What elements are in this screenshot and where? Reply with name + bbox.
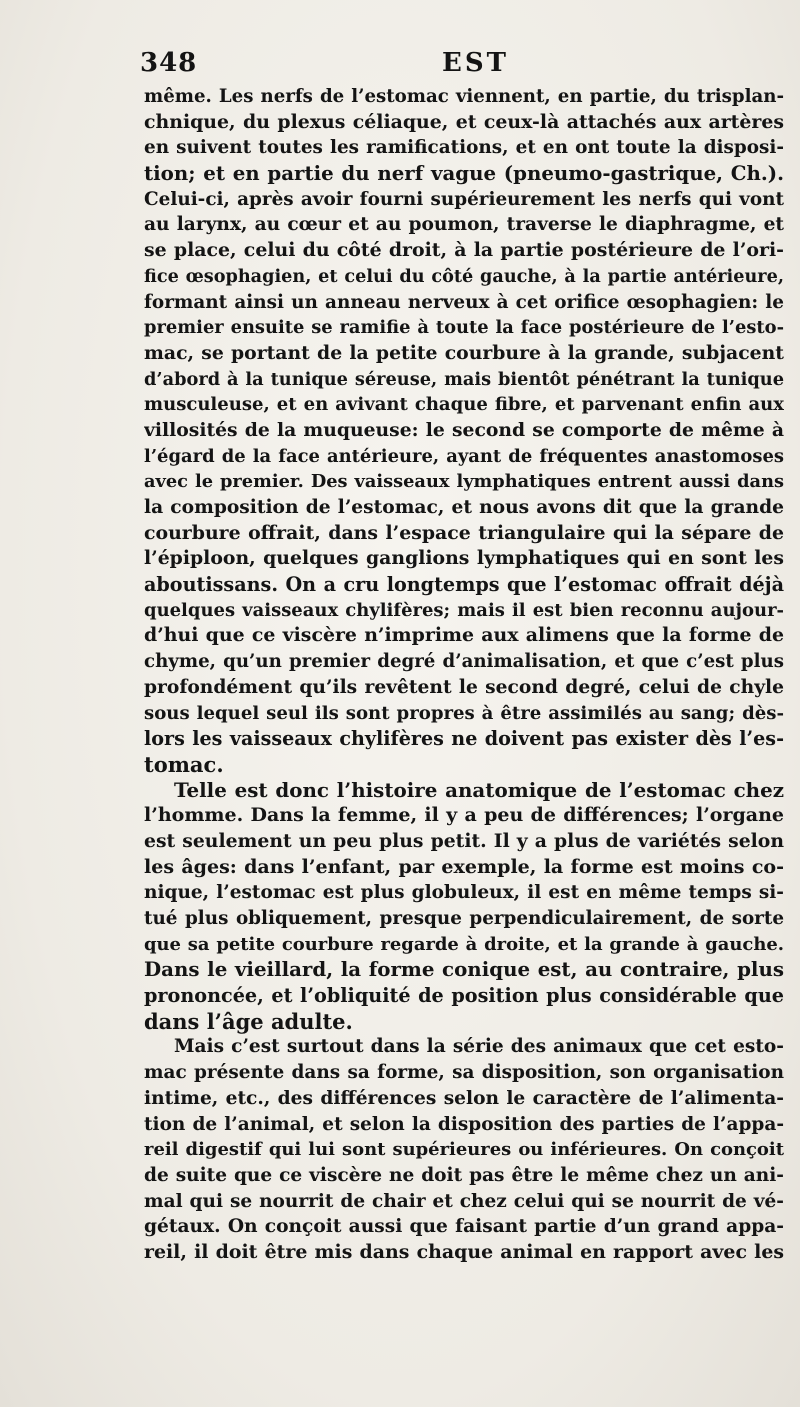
running-head: EST <box>442 48 509 78</box>
text-line: courbure offrait, dans l’espace triangulaire qui la sépare de <box>144 521 784 544</box>
text-line: au larynx, au cœur et au poumon, traverse le diaphragme, et <box>144 214 784 236</box>
text-line: tué plus obliquement, presque perpendiculairement, de sorte <box>144 908 784 929</box>
text-line: l’épiploon, quelques ganglions lymphatiques qui en sont les <box>144 547 784 570</box>
text-line: l’homme. Dans la femme, il y a peu de différences; l’organe <box>144 804 784 827</box>
text-line: mac présente dans sa forme, sa disposition, son organisation <box>144 1062 784 1084</box>
text-line: fice œsophagien, et celui du côté gauche, à la partie antérieure, <box>144 265 784 287</box>
text-line: chnique, du plexus céliaque, et ceux-là attachés aux artères <box>144 110 784 133</box>
text-line: chyme, qu’un premier degré d’animalisation, et que c’est plus <box>144 651 784 673</box>
text-line: sous lequel seul ils sont propres à être assimilés au sang; dès- <box>144 702 784 724</box>
text-line: premier ensuite se ramifie à toute la face postérieure de l’esto- <box>144 317 784 339</box>
text-line: mal qui se nourrit de chair et chez celui qui se nourrit de vé- <box>144 1190 784 1212</box>
text-line: dans l’âge adulte. <box>144 1008 353 1034</box>
text-line: reil, il doit être mis dans chaque animal en rapport avec les <box>144 1240 784 1263</box>
text-line: quelques vaisseaux chylifères; mais il est bien reconnu aujour- <box>144 599 784 621</box>
text-line: d’abord à la tunique séreuse, mais bientôt pénétrant la tunique <box>144 368 784 390</box>
text-line: la composition de l’estomac, et nous avons dit que la grande <box>144 496 784 518</box>
text-line: profondément qu’ils revêtent le second degré, celui de chyle <box>144 675 784 698</box>
text-line: tion de l’animal, et selon la disposition des parties de l’appa- <box>144 1113 784 1135</box>
text-line: tion; et en partie du nerf vague (pneumo-gastrique, Ch.). <box>144 161 784 186</box>
text-line: aboutissans. On a cru longtemps que l’estomac offrait déjà <box>144 573 784 597</box>
text-line: Dans le vieillard, la forme conique est, au contraire, plus <box>144 957 784 982</box>
text-line: de suite que ce viscère ne doit pas être le même chez un ani- <box>144 1164 784 1186</box>
text-line: avec le premier. Des vaisseaux lymphatiques entrent aussi dans <box>144 471 784 493</box>
text-line: musculeuse, et en avivant chaque fibre, et parvenant enfin aux <box>144 394 784 416</box>
text-line: lors les vaisseaux chylifères ne doivent pas exister dès l’es- <box>144 727 784 751</box>
text-line: gétaux. On conçoit aussi que faisant partie d’un grand appa- <box>144 1216 784 1238</box>
text-line: reil digestif qui lui sont supérieures ou inférieures. On conçoit <box>144 1139 784 1161</box>
text-line: que sa petite courbure regarde à droite, et la grande à gauche. <box>144 933 784 955</box>
text-line: les âges: dans l’enfant, par exemple, la forme est moins co- <box>144 855 784 878</box>
text-line: nique, l’estomac est plus globuleux, il est en même temps si- <box>144 882 784 904</box>
page-number: 348 <box>140 48 198 78</box>
body-text <box>144 84 784 1266</box>
paragraph-start-line: Mais c’est surtout dans la série des animaux que cet esto- <box>174 1036 784 1058</box>
text-line: même. Les nerfs de l’estomac viennent, en partie, du trisplan- <box>144 86 784 107</box>
text-line: d’hui que ce viscère n’imprime aux alimens que la forme de <box>144 624 784 647</box>
text-line: formant ainsi un anneau nerveux à cet orifice œsophagien: le <box>144 291 784 313</box>
text-line: en suivent toutes les ramifications, et en ont toute la disposi- <box>144 137 784 159</box>
text-line: se place, celui du côté droit, à la partie postérieure de l’ori- <box>144 239 784 262</box>
page-header <box>140 48 785 84</box>
text-line: mac, se portant de la petite courbure à la grande, subjacent <box>144 341 784 364</box>
text-line: tomac. <box>144 751 224 777</box>
paragraph-start-line: Telle est donc l’histoire anatomique de l’estomac chez <box>174 777 784 802</box>
text-line: prononcée, et l’obliquité de position plus considérable que <box>144 984 784 1008</box>
text-line: intime, etc., des différences selon le caractère de l’alimenta- <box>144 1087 784 1109</box>
text-line: Celui-ci, après avoir fourni supérieurement les nerfs qui vont <box>144 188 784 210</box>
text-line: est seulement un peu plus petit. Il y a plus de variétés selon <box>144 829 784 852</box>
text-line: villosités de la muqueuse: le second se comporte de même à <box>144 418 784 441</box>
text-line: l’égard de la face antérieure, ayant de fréquentes anastomoses <box>144 445 784 467</box>
